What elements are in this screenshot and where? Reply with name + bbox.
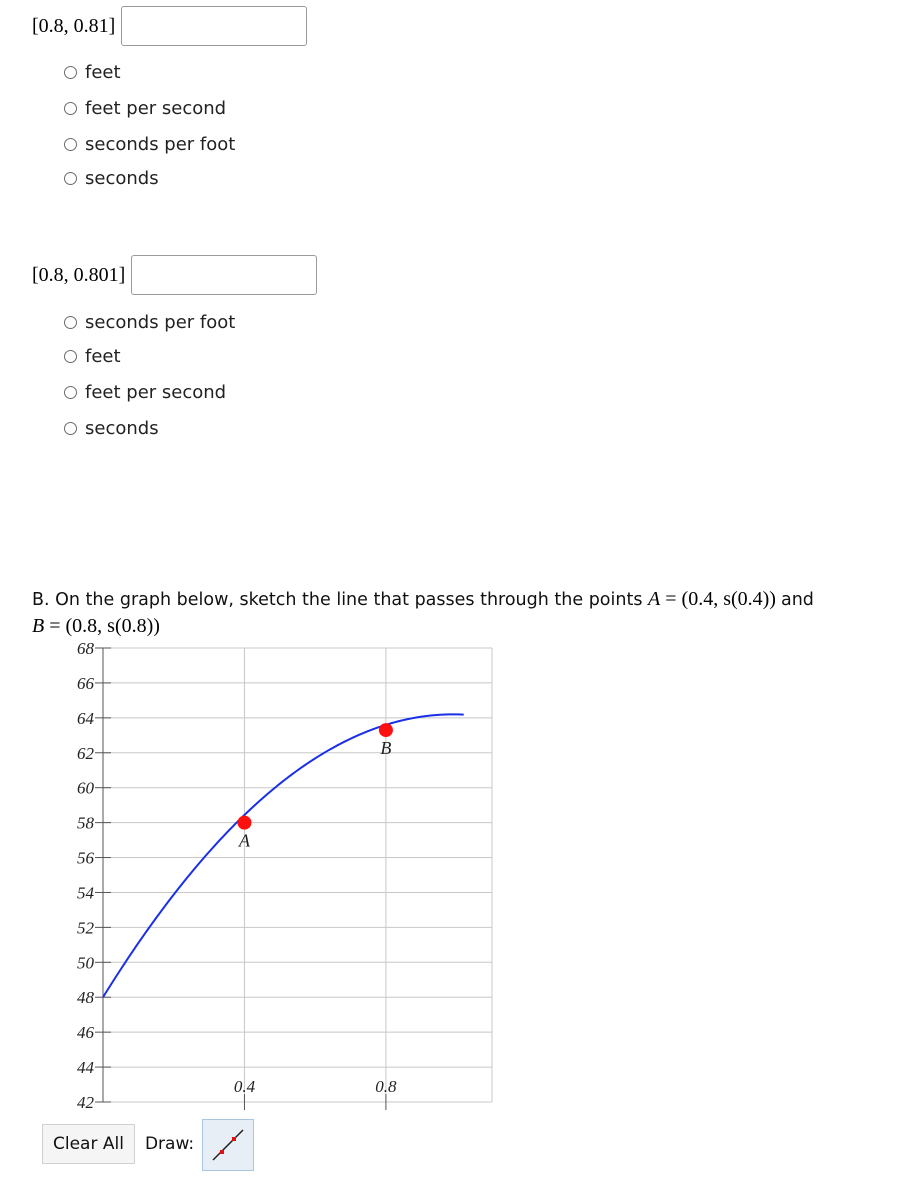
radio-label: feet per second [85,381,227,403]
question2-interval: [0.8, 0.801] [32,263,126,286]
y-tick-label: 44 [77,1058,94,1078]
equals-sign: = [665,588,677,610]
point-b-symbol: B [32,615,45,637]
point-b [379,723,393,737]
y-tick-label: 60 [77,778,94,798]
y-tick-label: 46 [77,1023,94,1043]
point-a-symbol: A [648,588,661,610]
radio-label: feet per second [85,97,227,119]
clear-all-button[interactable]: Clear All [42,1124,135,1164]
point-a [237,816,251,830]
line-segment-tool-button[interactable] [202,1119,254,1171]
draw-label: Draw: [144,1134,195,1154]
point-a-value: (0.4, s(0.4)) [681,588,776,610]
point-label-a: A [238,830,250,851]
y-tick-label: 50 [77,953,94,973]
y-tick-label: 58 [77,813,94,833]
curve-layer [103,714,464,997]
y-tick-label: 64 [77,708,94,728]
function-curve [103,714,464,997]
y-tick-label: 52 [77,918,94,938]
part-b-conjunction: and [780,590,814,610]
graph-toolbar [42,1117,254,1171]
radio-label: seconds [85,167,159,189]
radio-label: feet [85,345,121,367]
y-tick-label: 48 [77,988,94,1008]
radio-label: seconds [85,417,159,439]
y-tick-label: 68 [77,639,94,658]
y-tick-label: 56 [77,848,94,868]
point-label-b: B [380,738,392,759]
point-b-value: (0.8, s(0.8)) [65,615,160,637]
y-tick-label: 42 [77,1093,94,1112]
points-layer [237,723,392,851]
question1-interval: [0.8, 0.81] [32,14,116,37]
x-tick-label: 0.4 [233,1077,256,1096]
y-tick-label: 62 [77,743,94,763]
radio-label: feet [85,61,121,83]
y-tick-label: 54 [77,883,94,903]
y-tick-label: 66 [77,673,94,693]
radio-label: seconds per foot [85,311,236,333]
x-tick-label: 0.8 [375,1077,397,1096]
line-segment-icon [208,1125,248,1165]
radio-label: seconds per foot [85,133,236,155]
axes [77,639,397,1112]
part-b-prefix: B. On the graph below, sketch the line that passes through the points [32,590,643,610]
equals-sign: = [49,615,61,637]
